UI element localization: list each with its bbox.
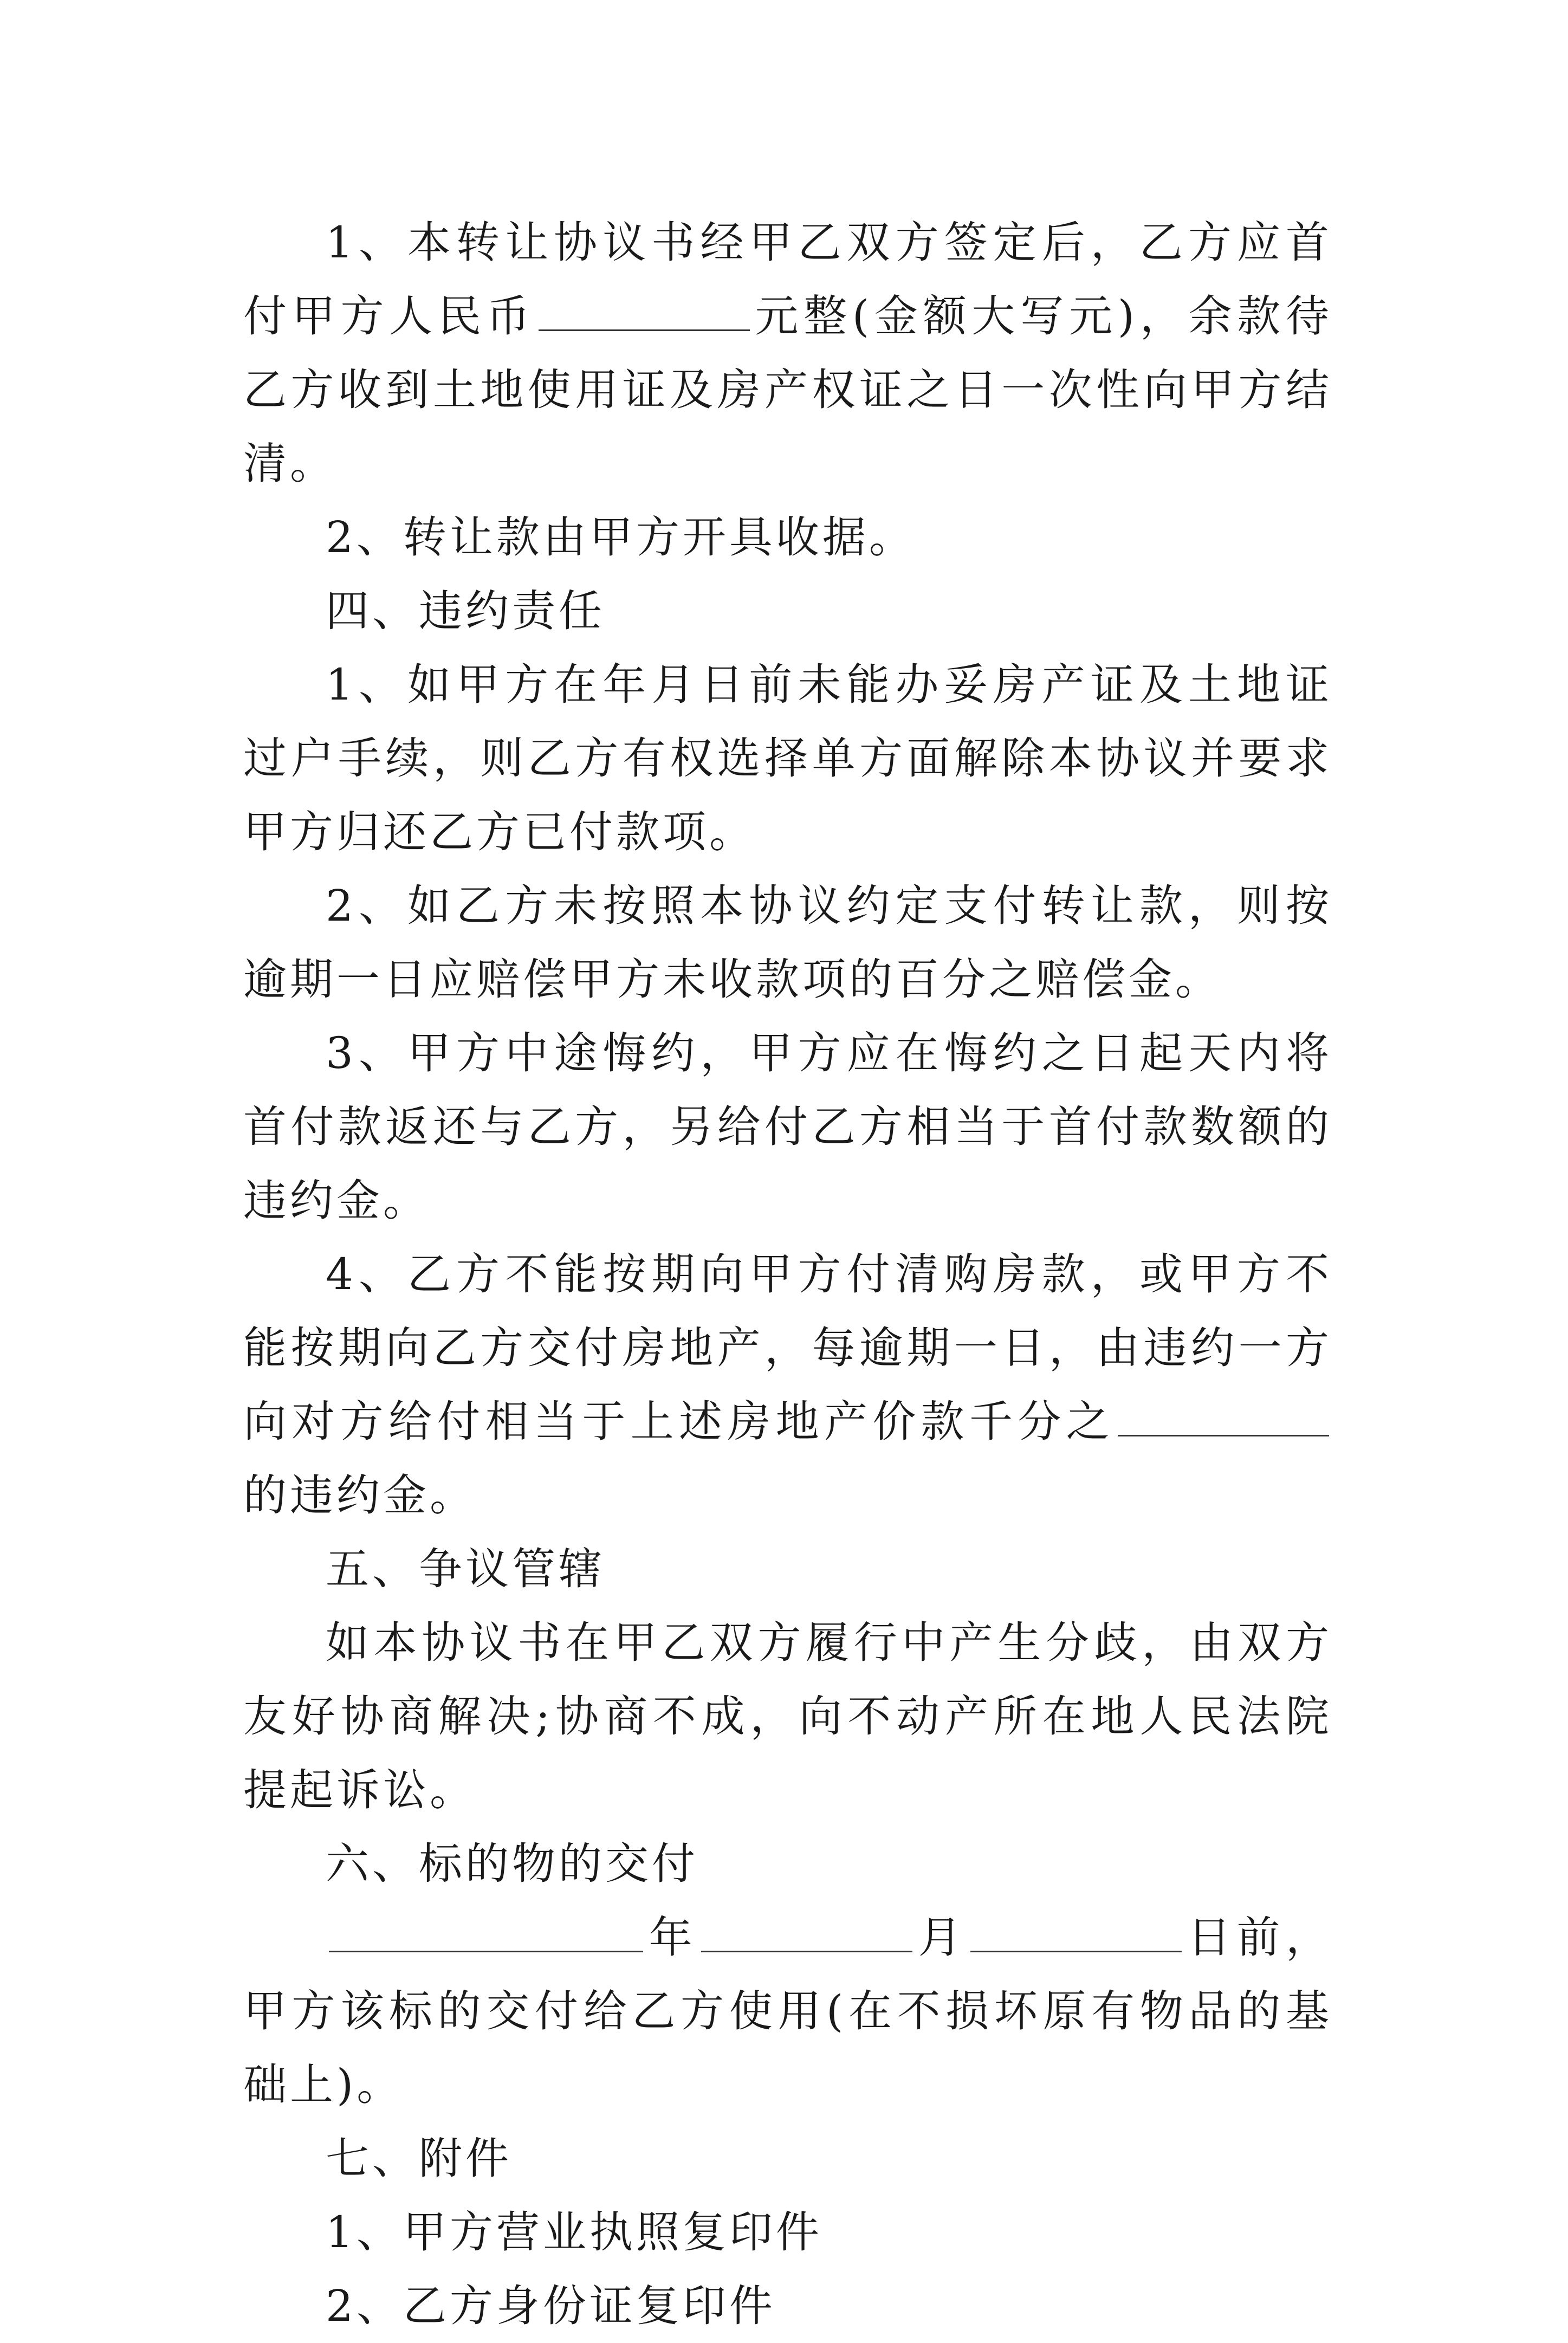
paragraph-breach-3: 3、甲方中途悔约，甲方应在悔约之日起天内将首付款返还与乙方，另给付乙方相当于首付款数额的违约金。 (243, 1028, 1332, 1226)
attachment-item-license: 1、甲方营业执照复印件 (326, 2207, 822, 2257)
paragraph-breach-2: 2、如乙方未按照本协议约定支付转让款，则按逾期一日应赔偿甲方未收款项的百分之赔偿金。 (243, 881, 1332, 1005)
day-blank[interactable] (970, 1945, 1182, 1952)
down-payment-text-end: 元整(金额大写元)，余款待乙方收到土地使用证及房产权证之日一次性向甲方结清。 (243, 291, 1333, 489)
breach-4-text-start: 4、乙方不能按期向甲方付清购房款，或甲方不能按期向乙方交付房地产，每逾期一日，由违约一方向对方给付相当于上述房地产价款千分之 (243, 1249, 1332, 1447)
paragraph-receipt: 2、转让款由甲方开具收据。 (326, 512, 916, 562)
paragraph-breach-1: 1、如甲方在年月日前未能办妥房产证及土地证过户手续，则乙方有权选择单方面解除本协议并要求甲方归还乙方已付款项。 (243, 659, 1332, 857)
paragraph-breach-4 (243, 1238, 1332, 1532)
breach-4-text-end: 的违约金。 (243, 1470, 476, 1520)
heading-attachments: 七、附件 (326, 2133, 512, 2184)
year-blank[interactable] (329, 1945, 643, 1952)
heading-delivery: 六、标的物的交付 (326, 1839, 698, 1889)
paragraph-delivery (243, 1901, 1332, 2122)
heading-dispute: 五、争议管辖 (326, 1544, 605, 1594)
per-mille-blank[interactable] (1118, 1429, 1329, 1436)
amount-blank[interactable] (539, 324, 750, 331)
month-blank[interactable] (701, 1945, 912, 1952)
attachment-item-id-card: 2、乙方身份证复印件 (326, 2281, 776, 2331)
document-body (243, 206, 1332, 2343)
year-label: 年 (646, 1912, 698, 1963)
month-label: 月 (916, 1912, 968, 1963)
paragraph-dispute: 如本协议书在甲乙双方履行中产生分歧，由双方友好协商解决;协商不成，向不动产所在地人民法院提起诉讼。 (243, 1617, 1332, 1815)
heading-breach-liability: 四、违约责任 (326, 586, 605, 636)
down-payment-text-start: 1、本转让协议书经甲乙双方签定后，乙方应首付甲方人民币 (243, 217, 1332, 341)
paragraph-down-payment (243, 206, 1332, 501)
delivery-text: 日前，甲方该标的交付给乙方使用(在不损坏原有物品的基础上)。 (243, 1912, 1333, 2110)
